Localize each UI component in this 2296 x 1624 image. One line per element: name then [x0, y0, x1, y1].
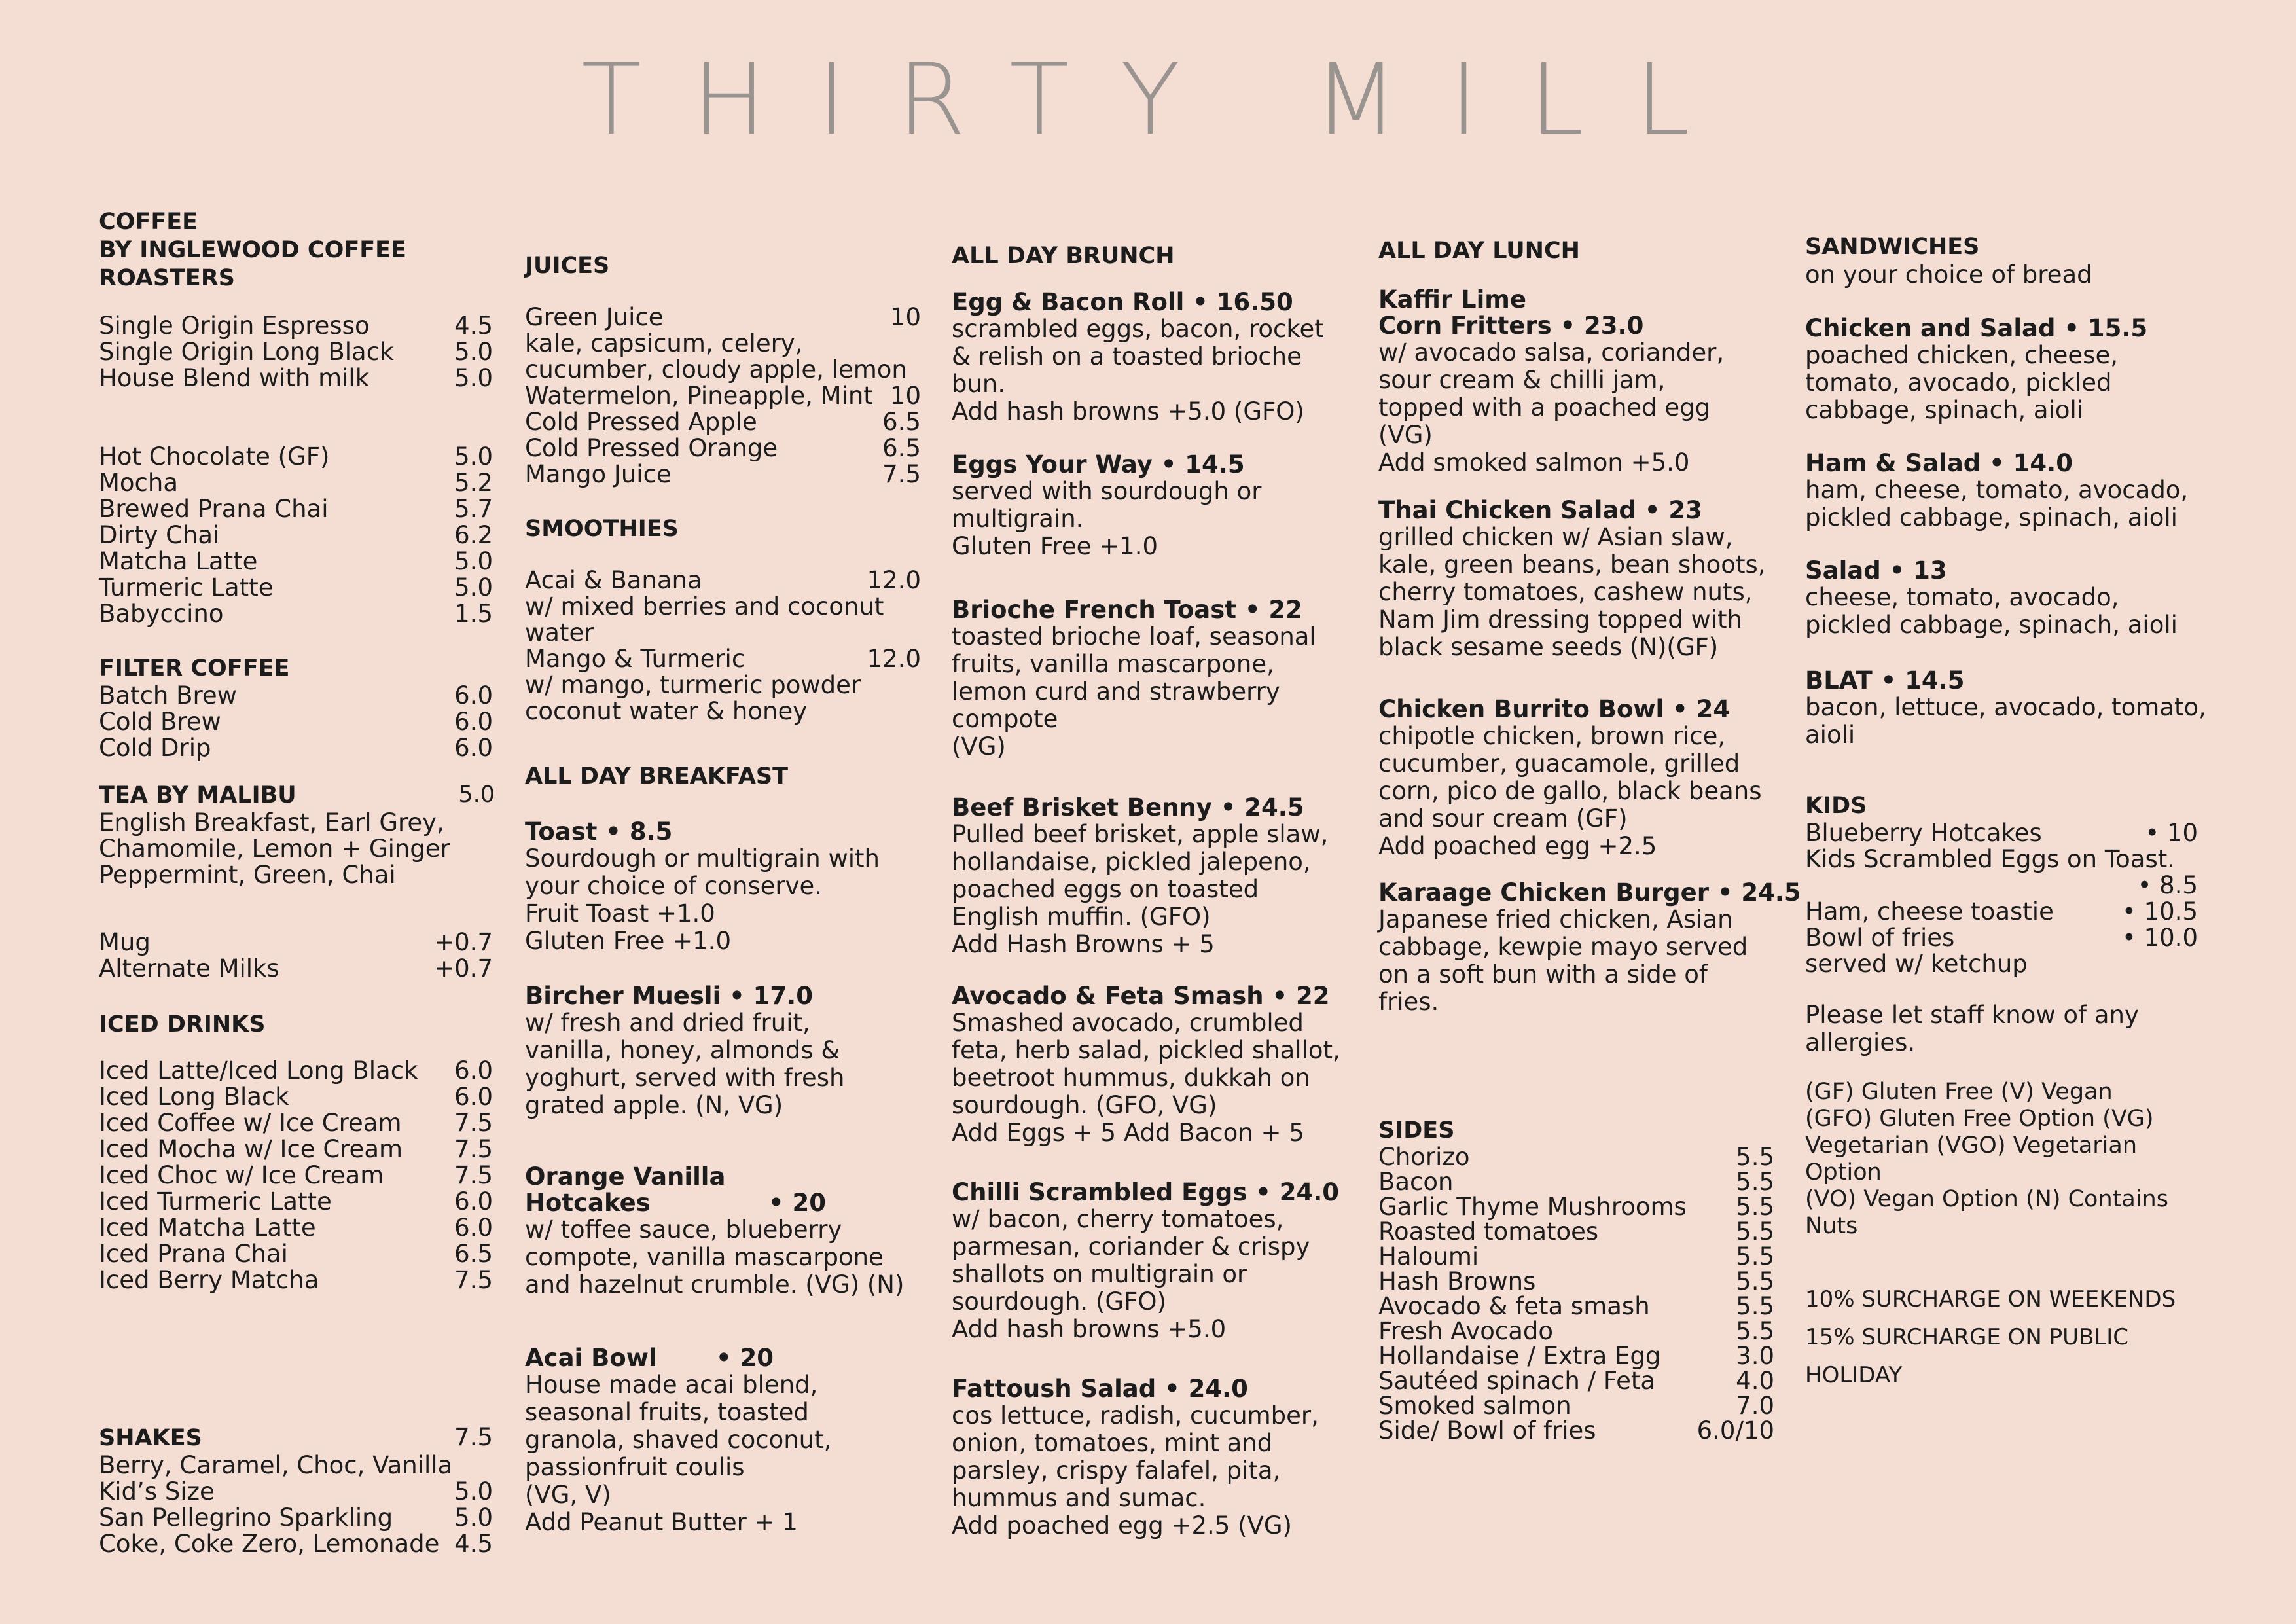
menu-row: Coke, Coke Zero, Lemonade 4.5 — [99, 1530, 493, 1558]
menu-row: Babyccino 1.5 — [99, 600, 493, 628]
menu-item-brunch: Fattoush Salad • 24.0 cos lettuce, radish, cucumber, onion, tomatoes, mint and parsley, crispy falafel, pita, hummus and sumac. Add poached egg +2.5 (VG) — [952, 1375, 1319, 1540]
kids-section: KIDS Blueberry Hotcakes • 10 Kids Scrambled Eggs on Toast. • 8.5 Ham, cheese toastie • 10.5 Bowl of fries • 10.0 served w/ ketchup — [1805, 792, 2204, 977]
tea-extras — [99, 929, 493, 982]
menu-row: Kid’s Size 5.0 — [99, 1477, 493, 1506]
filter-coffee — [99, 655, 493, 761]
menu-row: Sautéed spinach / Feta 4.0 — [1378, 1367, 1774, 1395]
iced-drinks — [99, 1011, 493, 1039]
restaurant-title: THIRTY MILL — [581, 43, 1741, 157]
menu-row: Iced Berry Matcha 7.5 — [99, 1266, 493, 1294]
menu-row: Cold Drip 6.0 — [99, 734, 493, 762]
menu-item-brunch: Brioche French Toast • 22 toasted brioche loaf, seasonal fruits, vanilla mascarpone, lemon curd and strawberry compote (VG) — [952, 596, 1316, 761]
menu-item-kaffir: Kaffir Lime Corn Fritters • 23.0 w/ avocado salsa, coriander, sour cream & chilli jam, topped with a poached egg (VG) Add smoked salmon +5.0 — [1378, 285, 1725, 477]
menu-row: Fresh Avocado 5.5 — [1378, 1317, 1774, 1345]
menu-row: Watermelon, Pineapple, Mint 10 — [525, 382, 921, 410]
menu-row: Single Origin Long Black 5.0 — [99, 338, 493, 366]
allergy-note: Please let staff know of any allergies. — [1805, 1001, 2139, 1056]
menu-row: Mocha 5.2 — [99, 469, 493, 497]
menu-row: Matcha Latte 5.0 — [99, 547, 493, 575]
menu-row: Batch Brew 6.0 — [99, 681, 493, 710]
menu-row: Cold Pressed Apple 6.5 — [525, 408, 921, 436]
section-heading: SIDES — [1378, 1117, 1455, 1144]
section-heading: SANDWICHES — [1805, 234, 1980, 260]
menu-row: Iced Choc w/ Ice Cream 7.5 — [99, 1161, 493, 1189]
menu-row: Hash Browns 5.5 — [1378, 1267, 1774, 1295]
section-heading: JUICES — [525, 253, 610, 279]
section-heading: SHAKES — [99, 1425, 202, 1451]
menu-row: Hollandaise / Extra Egg 3.0 — [1378, 1342, 1774, 1370]
menu-row: San Pellegrino Sparkling 5.0 — [99, 1504, 493, 1532]
menu-row: Mug +0.7 — [99, 928, 493, 956]
menu-row: Blueberry Hotcakes • 10 — [1805, 819, 2198, 847]
menu-row: Ham, cheese toastie • 10.5 — [1805, 897, 2198, 926]
section-heading: TEA BY MALIBU — [99, 782, 296, 808]
sides-section — [1378, 1117, 1774, 1443]
menu-item-karaage: Karaage Chicken Burger • 24.5 Japanese fried chicken, Asian cabbage, kewpie mayo served on a soft bun with a side of fries. — [1378, 878, 1801, 1016]
menu-row: Haloumi 5.5 — [1378, 1242, 1774, 1271]
menu-row: Brewed Prana Chai 5.7 — [99, 495, 493, 523]
menu-row: Bacon 5.5 — [1378, 1168, 1774, 1196]
menu-row: Iced Prana Chai 6.5 — [99, 1240, 493, 1268]
surcharge-note: 10% SURCHARGE ON WEEKENDS 15% SURCHARGE ON PUBLIC HOLIDAY — [1805, 1286, 2176, 1388]
section-heading: ALL DAY BRUNCH — [952, 243, 1175, 269]
menu-row: Turmeric Latte 5.0 — [99, 573, 493, 602]
sandwiches-section: SANDWICHES on your choice of bread — [1805, 233, 2204, 289]
menu-row: Green Juice 10 — [525, 303, 921, 331]
menu-row: Iced Long Black 6.0 — [99, 1083, 493, 1111]
menu-item-brunch: Eggs Your Way • 14.5 served with sourdough or multigrain. Gluten Free +1.0 — [952, 450, 1262, 560]
section-heading: ICED DRINKS — [99, 1011, 266, 1038]
iced-items — [99, 1058, 493, 1293]
menu-item-brunch: Chilli Scrambled Eggs • 24.0 w/ bacon, cherry tomatoes, parmesan, coriander & crispy shallots on multigrain or sourdough. (GFO) Add hash browns +5.0 — [952, 1178, 1340, 1343]
menu-item-hotcakes: Orange Vanilla Hotcakes • 20 w/ toffee sauce, blueberry compote, vanilla mascarpone and hazelnut crumble. (VG) (N) — [525, 1163, 905, 1299]
juices-list: Green Juice 10 kale, capsicum, celery, cucumber, cloudy apple, lemon Watermelon, Pineapple, Mint 10 Cold Pressed Apple 6.5 Cold Pressed Orange 6.5 Mango Juice 7.5 — [525, 303, 921, 488]
menu-item-sandwich: Chicken and Salad • 15.5 poached chicken, cheese, tomato, avocado, pickled cabbage, spinach, aioli — [1805, 314, 2148, 424]
tea-section: TEA BY MALIBU 5.0 English Breakfast, Earl Grey, Chamomile, Lemon + Ginger Peppermint, Green, Chai — [99, 782, 495, 889]
menu-row: Side/ Bowl of fries 6.0/10 — [1378, 1416, 1774, 1445]
menu-row: Cold Pressed Orange 6.5 — [525, 434, 921, 462]
menu-item-acai-bowl: Acai Bowl • 20 House made acai blend, seasonal fruits, toasted granola, shaved coconut, passionfruit coulis (VG, V) Add Peanut Butter + 1 — [525, 1344, 832, 1536]
coffee-other-list — [99, 444, 493, 627]
menu-row: Iced Mocha w/ Ice Cream 7.5 — [99, 1135, 493, 1163]
menu-item-thai: Thai Chicken Salad • 23 grilled chicken w/ Asian slaw, kale, green beans, bean shoots, cherry tomatoes, cashew nuts, Nam Jim dressing topped with black sesame seeds (N)(GF) — [1378, 496, 1766, 661]
menu-row: Alternate Milks +0.7 — [99, 954, 493, 983]
menu-row: Smoked salmon 7.0 — [1378, 1392, 1774, 1420]
menu-item-brunch: Beef Brisket Benny • 24.5 Pulled beef brisket, apple slaw, hollandaise, pickled jalepeno, poached eggs on toasted English muffin. (GFO) Add Hash Browns + 5 — [952, 793, 1329, 958]
menu-row: Cold Brew 6.0 — [99, 708, 493, 736]
menu-item-brunch: Egg & Bacon Roll • 16.50 scrambled eggs, bacon, rocket & relish on a toasted brioche bun. Add hash browns +5.0 (GFO) — [952, 288, 1324, 425]
menu-row: Bowl of fries • 10.0 — [1805, 924, 2198, 952]
breakfast-heading — [525, 763, 921, 791]
coffee-list — [99, 313, 493, 391]
menu-row: Garlic Thyme Mushrooms 5.5 — [1378, 1193, 1774, 1221]
smoothies-section — [525, 515, 921, 543]
section-heading: KIDS — [1805, 793, 1867, 819]
menu-item-toast: Toast • 8.5 Sourdough or multigrain with your choice of conserve. Fruit Toast +1.0 Gluten Free +1.0 — [525, 818, 880, 955]
menu-item-muesli: Bircher Muesli • 17.0 w/ fresh and dried fruit, vanilla, honey, almonds & yoghurt, served with fresh grated apple. (N, VG) — [525, 982, 845, 1119]
menu-row: Iced Matcha Latte 6.0 — [99, 1214, 493, 1242]
shakes-section: SHAKES 7.5 Berry, Caramel, Choc, Vanilla Kid’s Size 5.0 San Pellegrino Sparkling 5.0 Coke, Coke Zero, Lemonade 4.5 — [99, 1423, 493, 1558]
menu-item-sandwich: Ham & Salad • 14.0 ham, cheese, tomato, avocado, pickled cabbage, spinach, aioli — [1805, 449, 2189, 532]
menu-row: Mango & Turmeric 12.0 — [525, 645, 921, 673]
menu-row: Dirty Chai 6.2 — [99, 521, 493, 549]
menu-row: Roasted tomatoes 5.5 — [1378, 1218, 1774, 1246]
menu-row: Hot Chocolate (GF) 5.0 — [99, 442, 493, 471]
menu-row: Iced Latte/Iced Long Black 6.0 — [99, 1056, 493, 1085]
section-heading: FILTER COFFEE — [99, 655, 290, 681]
menu-item-brunch: Avocado & Feta Smash • 22 Smashed avocado, crumbled feta, herb salad, pickled shallot, beetroot hummus, dukkah on sourdough. (GFO, VG) Add Eggs + 5 Add Bacon + 5 — [952, 982, 1340, 1147]
menu-row: Single Origin Espresso 4.5 — [99, 312, 493, 340]
section-heading: ALL DAY BREAKFAST — [525, 763, 789, 789]
menu-item-sandwich: BLAT • 14.5 bacon, lettuce, avocado, tomato, aioli — [1805, 666, 2206, 749]
menu-row: Iced Turmeric Latte 6.0 — [99, 1187, 493, 1216]
menu-row: Iced Coffee w/ Ice Cream 7.5 — [99, 1109, 493, 1137]
menu-row: Mango Juice 7.5 — [525, 460, 921, 488]
menu-row: Chorizo 5.5 — [1378, 1143, 1774, 1171]
menu-row: House Blend with milk 5.0 — [99, 364, 493, 392]
menu-row: Avocado & feta smash 5.5 — [1378, 1292, 1774, 1320]
menu-item-burrito: Chicken Burrito Bowl • 24 chipotle chicken, brown rice, cucumber, guacamole, grilled corn, pico de gallo, black beans and sour cream (GF) Add poached egg +2.5 — [1378, 695, 1762, 860]
coffee-heading: COFFEE BY INGLEWOOD COFFEE ROASTERS — [99, 209, 406, 291]
juices-section — [525, 252, 921, 280]
dietary-legend: (GF) Gluten Free (V) Vegan (GFO) Gluten Free Option (VG) Vegetarian (VGO) Vegetarian Option (VO) Vegan Option (N) Contains Nuts — [1805, 1079, 2168, 1239]
menu-row: Acai & Banana 12.0 — [525, 566, 921, 594]
menu-item-sandwich: Salad • 13 cheese, tomato, avocado, pickled cabbage, spinach, aioli — [1805, 556, 2178, 639]
section-heading: SMOOTHIES — [525, 516, 679, 542]
smoothies-list: Acai & Banana 12.0 w/ mixed berries and coconut water Mango & Turmeric 12.0 w/ mango, turmeric powder coconut water & honey — [525, 566, 921, 725]
section-heading: ALL DAY LUNCH — [1378, 238, 1580, 264]
